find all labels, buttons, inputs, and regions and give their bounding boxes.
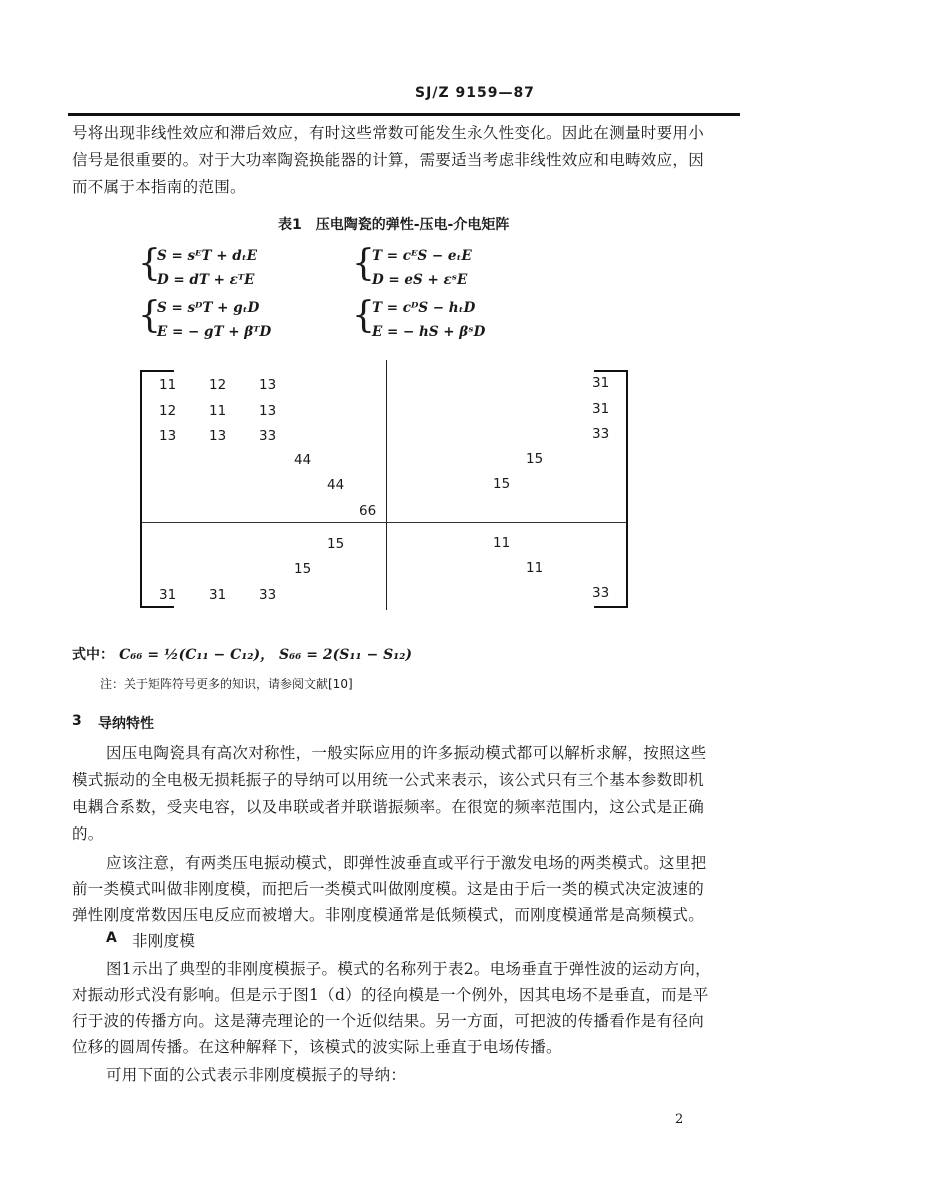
matrix-cell: 31 (592, 401, 610, 417)
intro-line-1: 号将出现非线性效应和滞后效应，有时这些常数可能发生永久性变化。因此在测量时要用小 (72, 124, 705, 142)
matrix-cell: 66 (359, 503, 377, 519)
matrix-right-top-serif (594, 370, 628, 372)
para1-line-2: 模式振动的全电极无损耗振子的导纳可以用统一公式来表示，该公式只有三个基本参数即机 (72, 771, 705, 789)
matrix-cell: 12 (209, 377, 227, 393)
para2-line-1: 应该注意，有两类压电振动模式，即弹性波垂直或平行于激发电场的两类模式。这里把 (106, 854, 707, 872)
brace-left-1: { (138, 243, 161, 284)
standard-number: SJ/Z 9159—87 (415, 85, 535, 101)
section-title: 导纳特性 (98, 716, 154, 732)
para1-line-1: 因压电陶瓷具有高次对称性，一般实际应用的许多振动模式都可以解析求解，按照这些 (106, 744, 707, 762)
matrix-cell: 33 (592, 426, 610, 442)
eq-left-1b: D = dT + εᵀE (157, 272, 255, 288)
eq-right-1b: D = eS + εˢE (372, 272, 468, 288)
subsection-letter: A (106, 930, 117, 946)
eq-right-1a: T = cᴱS − eₜE (372, 248, 472, 264)
eq-left-2a: S = sᴰT + gₜD (157, 300, 260, 316)
matrix-cell: 13 (209, 428, 227, 444)
matrix-cell: 11 (209, 403, 227, 419)
brace-right-2: { (352, 295, 375, 336)
matrix-vertical-divider (386, 360, 387, 610)
matrix-cell: 33 (259, 428, 277, 444)
para1-line-3: 电耦合系数，受夹电容，以及串联或者并联谐振频率。在很宽的频率范围内，这公式是正确 (72, 798, 705, 816)
matrix-cell: 15 (526, 451, 544, 467)
table-note: 注：关于矩阵符号更多的知识，请参阅文献[10] (100, 677, 353, 691)
subsection-title: 非刚度模 (132, 932, 196, 950)
matrix-cell: 13 (259, 377, 277, 393)
formula-text: C₆₆ = ½(C₁₁ − C₁₂)， S₆₆ = 2(S₁₁ − S₁₂) (119, 647, 413, 663)
formula-line (72, 644, 412, 664)
formula-label: 式中： (72, 647, 114, 663)
matrix-cell: 44 (294, 452, 312, 468)
matrix-cell: 11 (493, 535, 511, 551)
section-number: 3 (72, 713, 82, 729)
matrix-horizontal-divider (142, 522, 626, 523)
matrix-left-top-serif (140, 370, 174, 372)
intro-line-2: 信号是很重要的。对于大功率陶瓷换能器的计算，需要适当考虑非线性效应和电畴效应，因 (72, 151, 705, 169)
matrix-cell: 13 (159, 428, 177, 444)
page-number: 2 (675, 1112, 684, 1127)
matrix-cell: 31 (159, 587, 177, 603)
para2-line-3: 弹性刚度常数因压电反应而被增大。非刚度模通常是低频模式，而刚度模通常是高频模式。 (72, 906, 705, 924)
matrix-left-bracket (140, 370, 142, 608)
matrix-cell: 15 (327, 536, 345, 552)
eq-right-2b: E = − hS + βˢD (372, 324, 486, 340)
matrix-cell: 15 (294, 561, 312, 577)
matrix-right-bottom-serif (594, 606, 628, 608)
para3-line-3: 行于波的传播方向。这是薄壳理论的一个近似结果。另一方面，可把波的传播看作是有径向 (72, 1012, 705, 1030)
para3-line-2: 对振动形式没有影响。但是示于图1（d）的径向模是一个例外，因其电场不是垂直，而是平 (72, 986, 709, 1004)
intro-line-3: 而不属于本指南的范围。 (72, 178, 246, 196)
matrix-cell: 44 (327, 477, 345, 493)
table-caption: 表1 压电陶瓷的弹性-压电-介电矩阵 (278, 217, 510, 233)
matrix-cell: 15 (493, 476, 511, 492)
matrix-cell: 11 (159, 377, 177, 393)
brace-right-1: { (352, 243, 375, 284)
brace-left-2: { (138, 295, 161, 336)
header-rule (68, 113, 740, 116)
eq-right-2a: T = cᴰS − hₜD (372, 300, 476, 316)
eq-left-2b: E = − gT + βᵀD (157, 324, 272, 340)
para3-line-1: 图1示出了典型的非刚度模振子。模式的名称列于表2。电场垂直于弹性波的运动方向， (106, 960, 711, 978)
matrix-left-bottom-serif (140, 606, 174, 608)
matrix-cell: 13 (259, 403, 277, 419)
matrix-cell: 12 (159, 403, 177, 419)
matrix-cell: 11 (526, 560, 544, 576)
matrix-cell: 33 (259, 587, 277, 603)
matrix-cell: 31 (592, 375, 610, 391)
para4-line-1: 可用下面的公式表示非刚度模振子的导纳： (106, 1066, 407, 1084)
matrix-cell: 31 (209, 587, 227, 603)
matrix-right-bracket (626, 370, 628, 608)
para2-line-2: 前一类模式叫做非刚度模，而把后一类模式叫做刚度模。这是由于后一类的模式决定波速的 (72, 880, 705, 898)
eq-left-1a: S = sᴱT + dₜE (157, 248, 258, 264)
para3-line-4: 位移的圆周传播。在这种解释下，该模式的波实际上垂直于电场传播。 (72, 1038, 562, 1056)
para1-line-4: 的。 (72, 825, 104, 843)
matrix-cell: 33 (592, 585, 610, 601)
